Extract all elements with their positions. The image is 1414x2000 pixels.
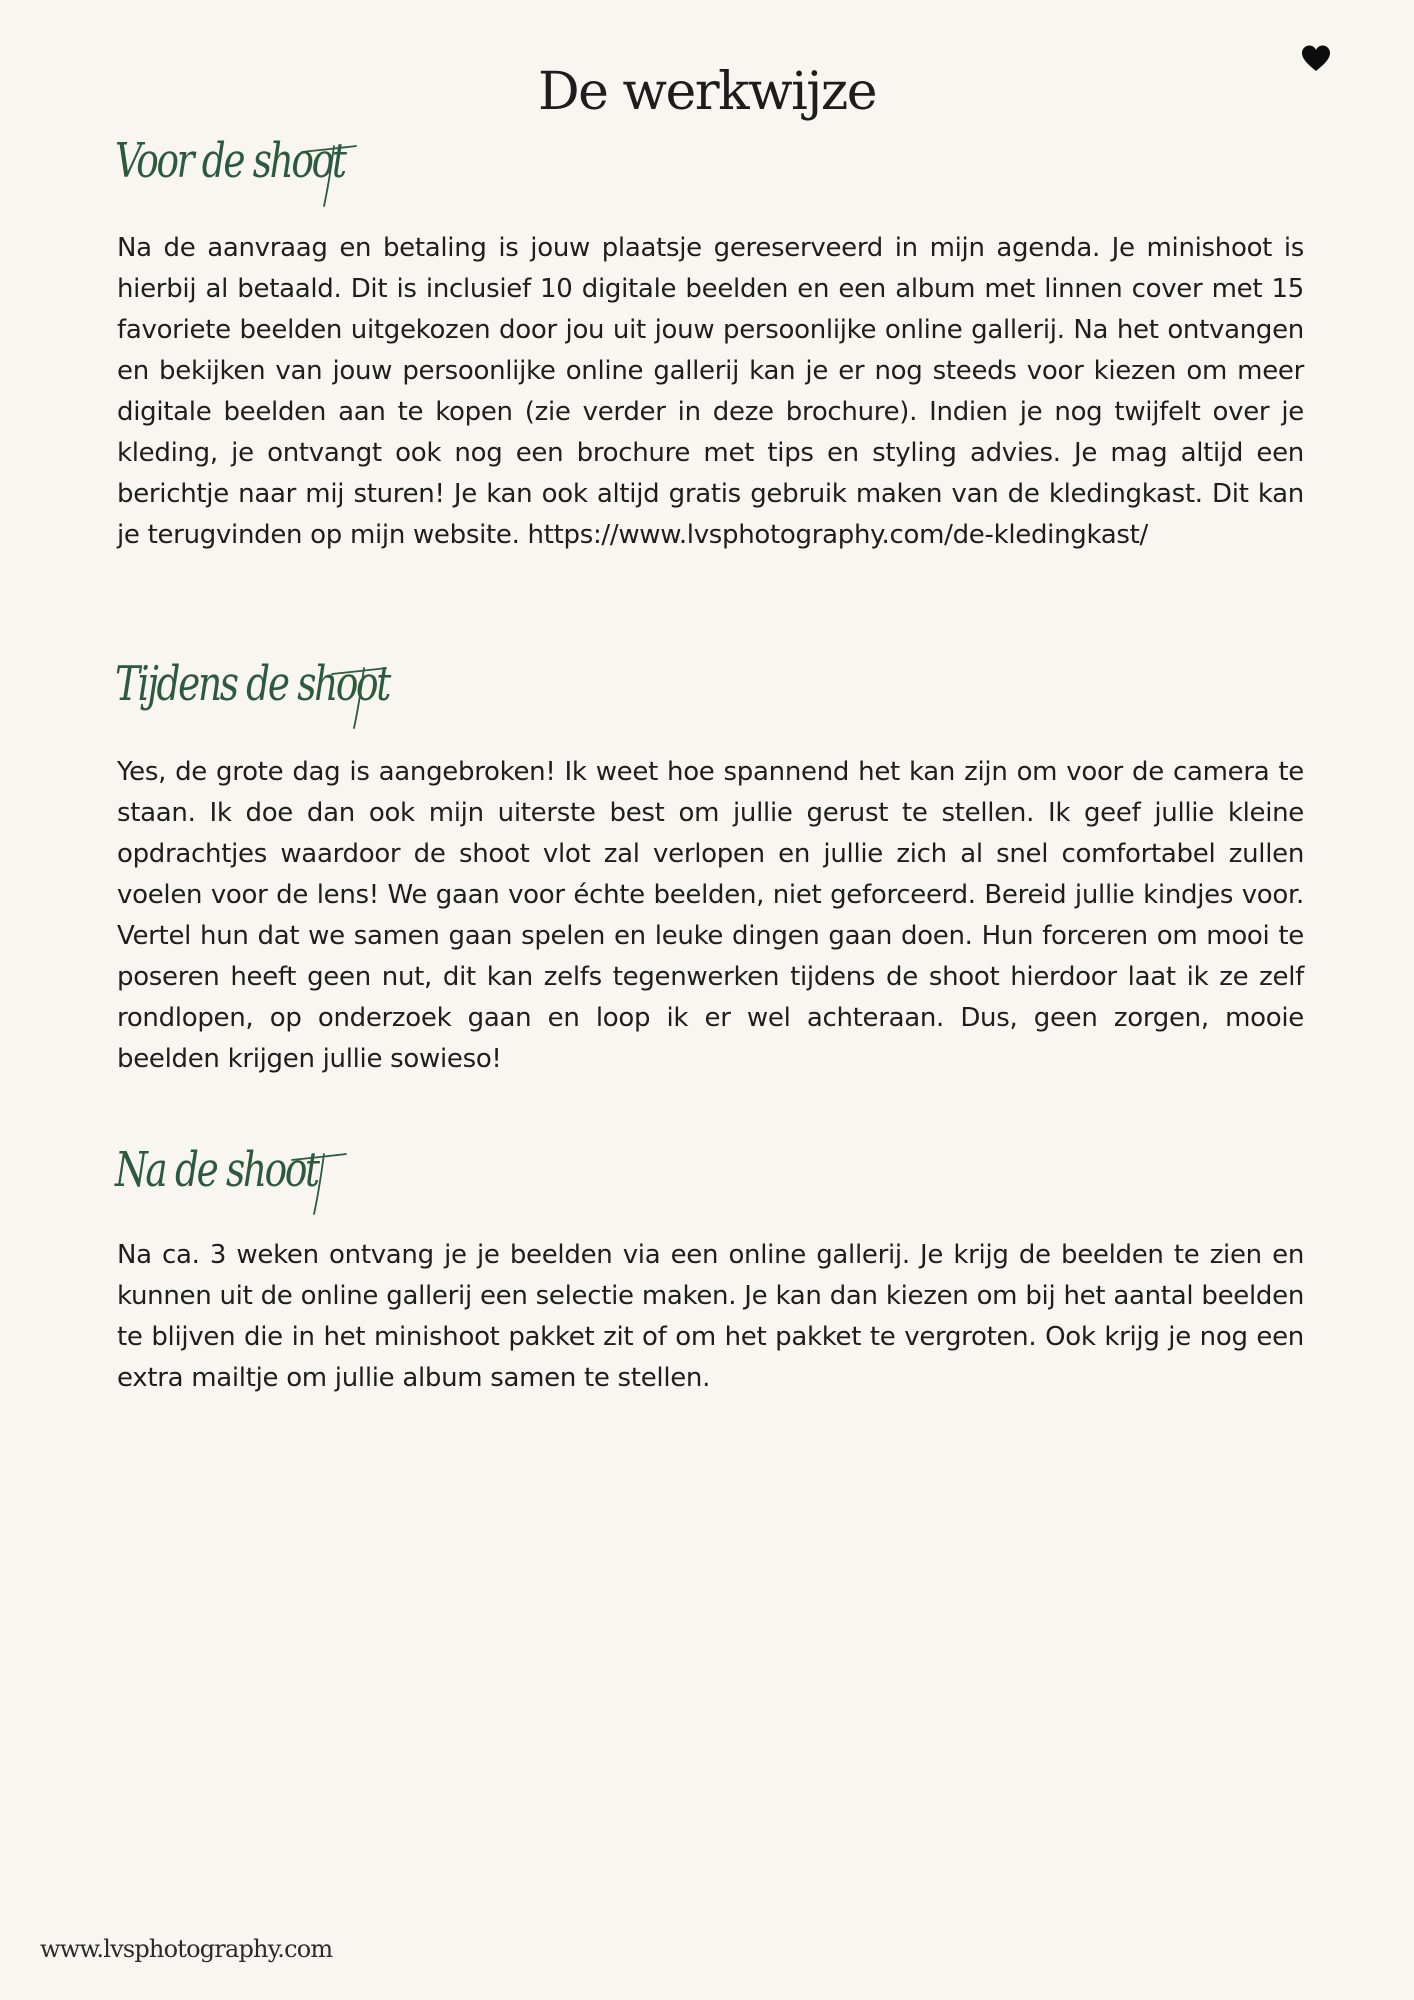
- heading-flourish: [330, 662, 390, 732]
- section-heading-voor-de-shoot: Voor de shoot: [115, 133, 345, 189]
- heading-flourish: [290, 1148, 350, 1218]
- page-title: De werkwijze: [537, 62, 877, 122]
- footer-website-url: www.lvsphotography.com: [40, 1935, 333, 1963]
- section-heading-tijdens-de-shoot: Tijdens de shoot: [115, 656, 389, 712]
- section-body-na-de-shoot: Na ca. 3 weken ontvang je je beelden via een online gallerij. Je krijg de beelden te zien en kunnen uit de online gallerij een selectie maken. Je kan dan kiezen om bij het aantal beelden te blijven die in het minishoot pakket zit of om het pakket te vergroten. Ook krijg je nog een extra mailtje om jullie album samen te stellen.: [117, 1240, 1304, 1393]
- section-body-tijdens-de-shoot: Yes, de grote dag is aangebroken! Ik weet hoe spannend het kan zijn om voor de camera te staan. Ik doe dan ook mijn uiterste best om jullie gerust te stellen. Ik geef jullie kleine opdrachtjes waardoor de shoot vlot zal verlopen en jullie zich al snel comfortabel zullen voelen voor de lens! We gaan voor échte beelden, niet geforceerd. Bereid jullie kindjes voor. Vertel hun dat we samen gaan spelen en leuke dingen gaan doen. Hun forceren om mooi te poseren heeft geen nut, dit kan zelfs tegenwerken tijdens de shoot hierdoor laat ik ze zelf rondlopen, op onderzoek gaan en loop ik er wel achteraan. Dus, geen zorgen, mooie beelden krijgen jullie sowieso!: [117, 757, 1304, 1074]
- heading-flourish: [300, 140, 360, 210]
- section-body-voor-de-shoot: Na de aanvraag en betaling is jouw plaatsje gereserveerd in mijn agenda. Je minishoot is hierbij al betaald. Dit is inclusief 10 digitale beelden en een album met linnen cover met 15 favoriete beelden uitgekozen door jou uit jouw persoonlijke online gallerij. Na het ontvangen en bekijken van jouw persoonlijke online gallerij kan je er nog steeds voor kiezen om meer digitale beelden aan te kopen (zie verder in deze brochure). Indien je nog twijfelt over je kleding, je ontvangt ook nog een brochure met tips en styling advies. Je mag altijd een berichtje naar mij sturen! Je kan ook altijd gratis gebruik maken van de kledingkast. Dit kan je terugvinden op mijn website. https://www.lvsphotography.com/de-kledingkast/: [117, 233, 1304, 550]
- section-heading-na-de-shoot: Na de shoot: [115, 1142, 318, 1198]
